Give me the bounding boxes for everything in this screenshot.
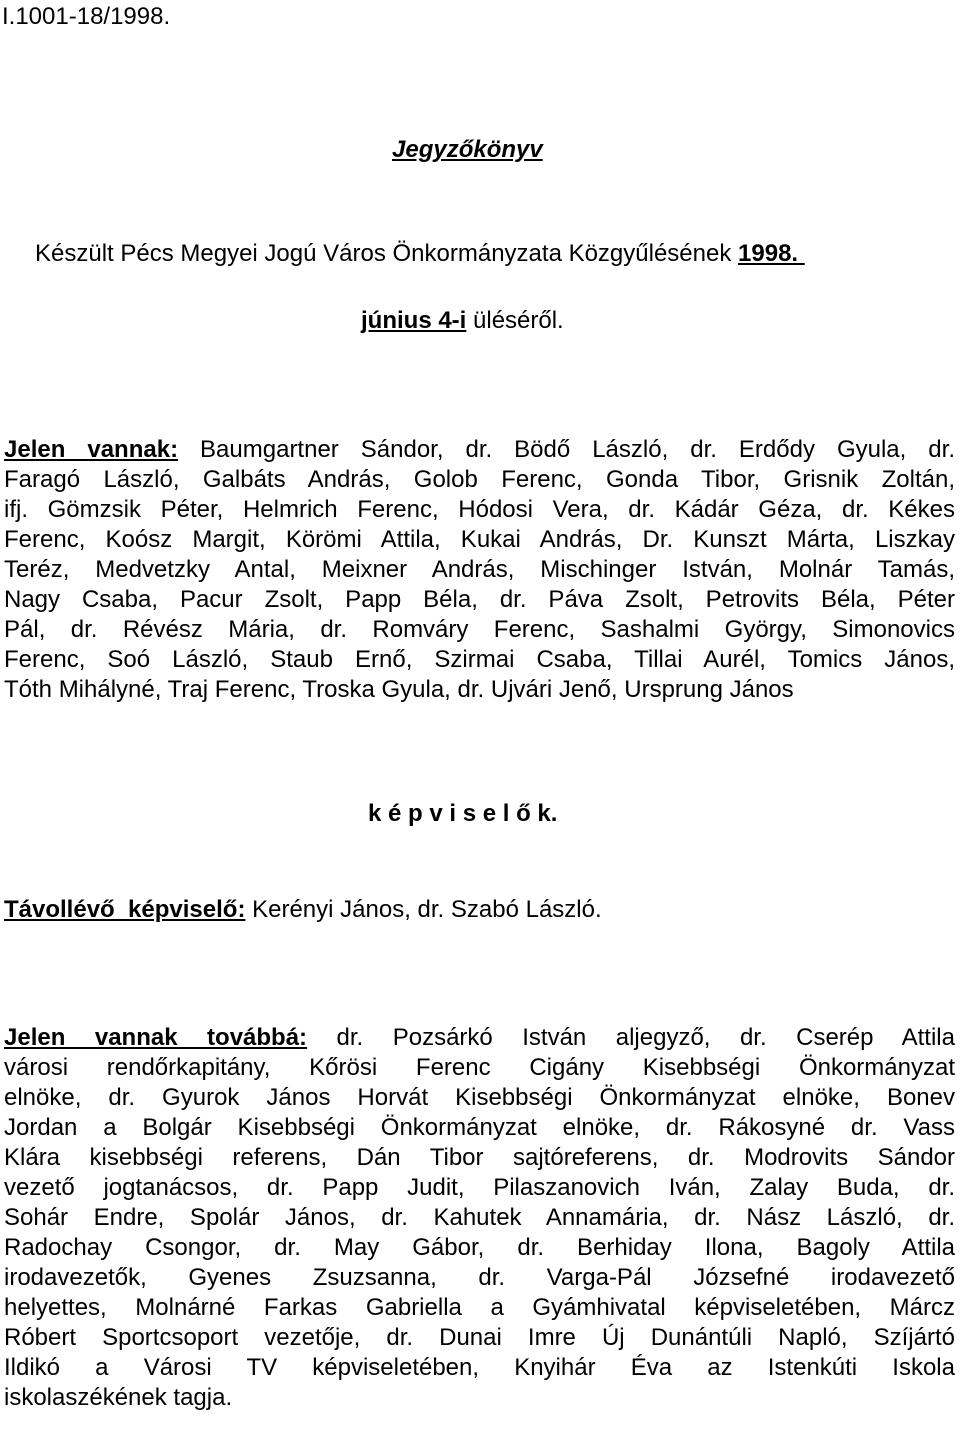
meeting-year: 1998. (738, 240, 805, 267)
also-present-line: iskolaszékének tagja. (4, 1384, 233, 1411)
also-present-line: Jordan a Bolgár Kisebbségi Önkormányzat elnöke, dr. Rákosyné dr. Vass (4, 1114, 955, 1141)
also-present-line: elnöke, dr. Gyurok János Horvát Kisebbségi Önkormányzat elnöke, Bonev (4, 1084, 955, 1111)
also-present-line: Klára kisebbségi referens, Dán Tibor sajtóreferens, dr. Modrovits Sándor (4, 1144, 955, 1171)
intro-line-2 (361, 306, 564, 336)
absent-label: Távollévő képviselő: (4, 896, 246, 923)
document-title: Jegyzőkönyv (392, 136, 543, 163)
present-line: ifj. Gömzsik Péter, Helmrich Ferenc, Hódosi Vera, dr. Kádár Géza, dr. Kékes (4, 496, 955, 523)
also-present-label: Jelen vannak továbbá: (4, 1024, 308, 1051)
intro-text: Készült Pécs Megyei Jogú Város Önkormányzata Közgyűlésének (35, 240, 739, 267)
also-present-line: városi rendőrkapitány, Kőrösi Ferenc Cigány Kisebbségi Önkormányzat (4, 1054, 955, 1081)
also-present-line: Róbert Sportcsoport vezetője, dr. Dunai Imre Új Dunántúli Napló, Szíjártó (4, 1324, 955, 1351)
also-present-line: Jelen vannak továbbá: dr. Pozsárkó István aljegyző, dr. Cserép Attila (4, 1024, 955, 1051)
representatives-heading: k é p v i s e l ő k. (368, 800, 558, 827)
intro-line-1 (35, 239, 805, 269)
present-label: Jelen vannak: (4, 436, 179, 463)
present-line: Teréz, Medvetzky Antal, Meixner András, Mischinger István, Molnár Tamás, (4, 556, 955, 583)
present-line: Ferenc, Soó László, Staub Ernő, Szirmai Csaba, Tillai Aurél, Tomics János, (4, 646, 955, 673)
also-present-line: Ildikó a Városi TV képviseletében, Knyihár Éva az Istenkúti Iskola (4, 1354, 955, 1381)
present-line: Pál, dr. Révész Mária, dr. Romváry Ferenc, Sashalmi György, Simonovics (4, 616, 955, 643)
present-line: Jelen vannak: Baumgartner Sándor, dr. Bödő László, dr. Erdődy Gyula, dr. (4, 436, 955, 463)
also-present-line: Radochay Csongor, dr. May Gábor, dr. Berhiday Ilona, Bagoly Attila (4, 1234, 955, 1261)
present-line: Ferenc, Koósz Margit, Körömi Attila, Kukai András, Dr. Kunszt Márta, Liszkay (4, 526, 955, 553)
also-present-line: irodavezetők, Gyenes Zsuzsanna, dr. Varga-Pál Józsefné irodavezető (4, 1264, 955, 1291)
also-present-line: vezető jogtanácsos, dr. Papp Judit, Pilaszanovich Iván, Zalay Buda, dr. (4, 1174, 955, 1201)
absent-line (4, 895, 602, 925)
document-number: I.1001-18/1998. (2, 3, 171, 30)
absent-names: Kerényi János, dr. Szabó László. (245, 896, 602, 923)
present-line: Nagy Csaba, Pacur Zsolt, Papp Béla, dr. Páva Zsolt, Petrovits Béla, Péter (4, 586, 955, 613)
intro-suffix: üléséről. (466, 307, 564, 334)
meeting-date: június 4-i (361, 307, 467, 334)
also-present-line: Sohár Endre, Spolár János, dr. Kahutek Annamária, dr. Nász László, dr. (4, 1204, 955, 1231)
present-line: Faragó László, Galbáts András, Golob Ferenc, Gonda Tibor, Grisnik Zoltán, (4, 466, 955, 493)
also-present-line: helyettes, Molnárné Farkas Gabriella a Gyámhivatal képviseletében, Márcz (4, 1294, 955, 1321)
also-present (4, 1023, 955, 1413)
present-line: Tóth Mihályné, Traj Ferenc, Troska Gyula, dr. Ujvári Jenő, Ursprung János (4, 676, 794, 703)
present-members (4, 435, 955, 705)
